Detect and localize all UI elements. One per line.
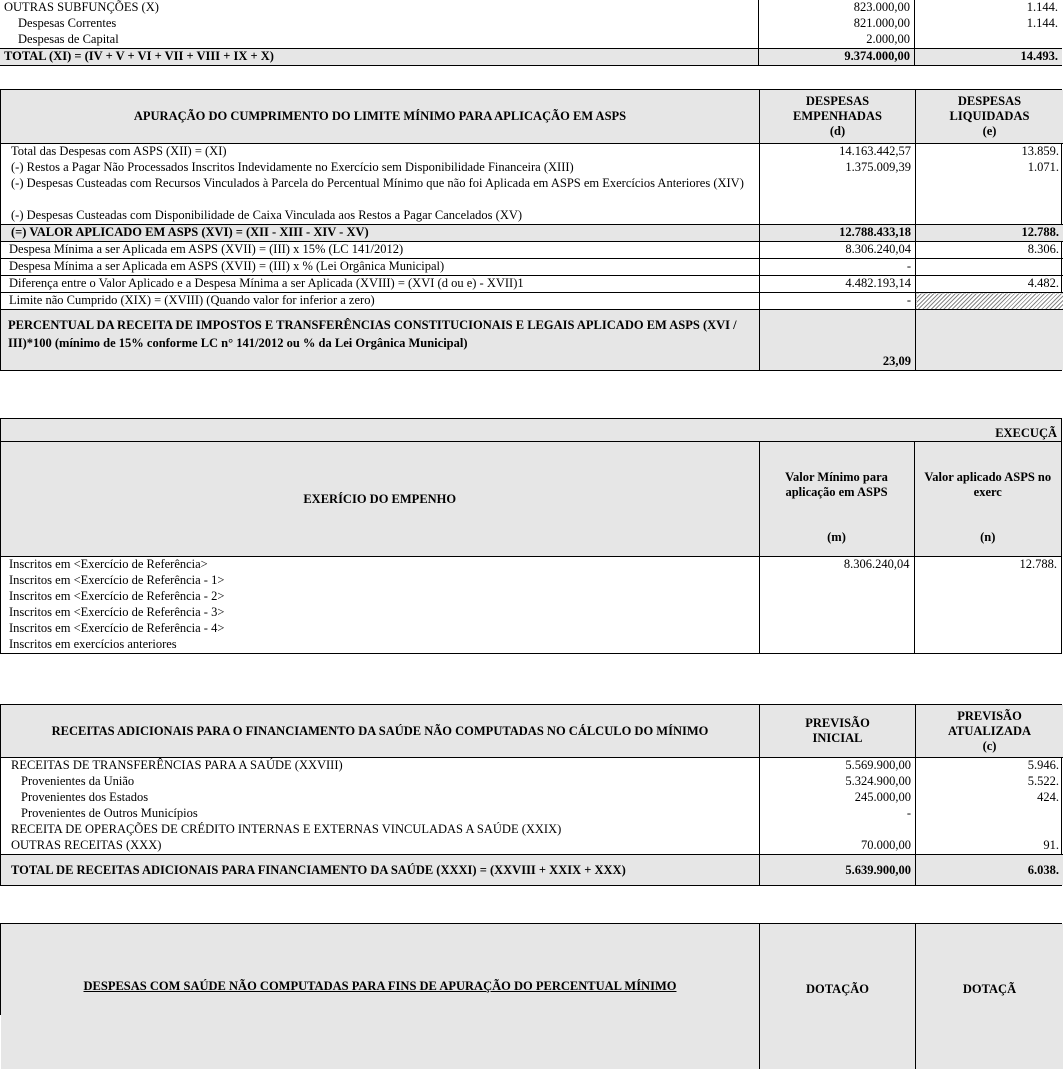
row-label: RECEITA DE OPERAÇÕES DE CRÉDITO INTERNAS E EXTERNAS VINCULADAS A SAÚDE (XXIX) xyxy=(1,822,760,838)
row-label: Inscritos em <Exercício de Referência - 4> xyxy=(1,621,759,637)
table-row xyxy=(1,259,1063,276)
value-2: 13.859. xyxy=(916,144,1063,161)
value-2: 4.482. xyxy=(916,276,1063,293)
row-label: Inscritos em <Exercício de Referência - 1> xyxy=(1,573,759,589)
valor-aplicado-row xyxy=(1,225,1063,242)
col-header-code: (e) xyxy=(920,124,1059,139)
row-label: Inscritos em <Exercício de Referência> xyxy=(1,557,759,574)
col-header-label: DESPESAS EMPENHADAS xyxy=(764,94,911,124)
table-row xyxy=(1,637,1061,653)
value-2 xyxy=(916,208,1063,225)
value-2: 1.071. xyxy=(916,160,1063,176)
table-row xyxy=(1,621,1061,637)
row-label: Despesas de Capital xyxy=(0,32,759,49)
value-2 xyxy=(915,32,1063,49)
table-row xyxy=(1,208,1063,225)
value-1 xyxy=(759,621,914,637)
row-label: Provenientes dos Estados xyxy=(1,790,760,806)
row-label: Inscritos em <Exercício de Referência - 2> xyxy=(1,589,759,605)
section-title: APURAÇÃO DO CUMPRIMENTO DO LIMITE MÍNIMO PARA APLICAÇÃO EM ASPS xyxy=(1,90,760,144)
value-1 xyxy=(760,822,916,838)
total-value-1: 5.639.900,00 xyxy=(760,855,916,886)
value-1: 2.000,00 xyxy=(759,32,915,49)
header-top-row xyxy=(1,419,1061,442)
col-header-minimo xyxy=(759,442,914,557)
table-row xyxy=(1,144,1063,161)
header-spacer xyxy=(759,419,914,442)
value-1: 823.000,00 xyxy=(759,0,915,16)
col-header-code: (n) xyxy=(919,530,1058,545)
row-label: Provenientes da União xyxy=(1,774,760,790)
total-label: TOTAL (XI) = (IV + V + VI + VII + VIII + IX + X) xyxy=(0,49,759,66)
value-1 xyxy=(759,573,914,589)
col-header-dotacao: DOTAÇÃO xyxy=(760,924,916,1069)
value-2 xyxy=(914,573,1061,589)
value-1: 1.375.009,39 xyxy=(760,160,916,176)
col-header-dotacao-2: DOTAÇÃ xyxy=(916,924,1063,1069)
value-2 xyxy=(914,637,1061,653)
row-label: Diferença entre o Valor Aplicado e a Despesa Mínima a ser Aplicada (XVIII) = (XVI (d ou e) - XVII)1 xyxy=(1,276,760,293)
col-header-label: Valor Mínimo para aplicação em ASPS xyxy=(764,470,910,500)
col-header-code: (d) xyxy=(764,124,911,139)
value-2 xyxy=(914,605,1061,621)
col-header-label: PREVISÃO ATUALIZADA xyxy=(920,709,1059,739)
table-row xyxy=(1,176,1063,208)
total-row xyxy=(1,855,1063,886)
row-label: (-) Restos a Pagar Não Processados Inscritos Indevidamente no Exercício sem Disponibilidade Financeira (XIII) xyxy=(1,160,760,176)
total-row xyxy=(0,49,1062,66)
total-value-1: 9.374.000,00 xyxy=(759,49,915,66)
value-2: 1.144. xyxy=(915,0,1063,16)
value-1: 5.569.900,00 xyxy=(760,758,916,775)
value-1: 8.306.240,04 xyxy=(759,557,914,574)
row-label: OUTRAS SUBFUNÇÕES (X) xyxy=(0,0,759,16)
valor-aplicado-2: 12.788. xyxy=(916,225,1063,242)
percentual-row xyxy=(1,310,1063,371)
section-subfuncoes xyxy=(0,0,1060,66)
value-1: - xyxy=(760,293,916,310)
total-value-2: 14.493. xyxy=(915,49,1063,66)
value-2: 8.306. xyxy=(916,242,1063,259)
value-2: 5.522. xyxy=(916,774,1063,790)
table-row xyxy=(1,589,1061,605)
table-row xyxy=(1,557,1061,574)
header-row xyxy=(1,90,1063,144)
col-header-label: Valor aplicado ASPS no exerc xyxy=(919,470,1058,500)
col-header-previsao-inicial xyxy=(760,705,916,758)
table-row xyxy=(1,838,1063,855)
table-row xyxy=(1,276,1063,293)
value-2: 12.788. xyxy=(914,557,1061,574)
row-label: Inscritos em exercícios anteriores xyxy=(1,637,759,653)
section-title: EXERÍCIO DO EMPENHO xyxy=(1,442,759,557)
table-row xyxy=(1,242,1063,259)
total-value-2: 6.038. xyxy=(916,855,1063,886)
percentual-value: 23,09 xyxy=(760,310,916,371)
value-1 xyxy=(760,176,916,208)
table-row xyxy=(0,16,1062,32)
row-label: Limite não Cumprido (XIX) = (XVIII) (Quando valor for inferior a zero) xyxy=(1,293,760,310)
value-2 xyxy=(914,589,1061,605)
section-exercicio-empenho xyxy=(0,418,1062,654)
table-row xyxy=(1,160,1063,176)
value-1: 8.306.240,04 xyxy=(760,242,916,259)
section-receitas-adicionais xyxy=(0,704,1062,886)
table-row xyxy=(1,293,1063,310)
value-2: 1.144. xyxy=(915,16,1063,32)
table-row xyxy=(1,605,1061,621)
value-1: - xyxy=(760,806,916,822)
row-label: Despesa Mínima a ser Aplicada em ASPS (XVII) = (III) x 15% (LC 141/2012) xyxy=(1,242,760,259)
table-row xyxy=(1,758,1063,775)
table-row xyxy=(1,806,1063,822)
hatched-cell xyxy=(916,293,1063,310)
header-row xyxy=(1,442,1061,557)
col-header-previsao-atualizada xyxy=(916,705,1063,758)
valor-aplicado-label: (=) VALOR APLICADO EM ASPS (XVI) = (XII - XIII - XIV - XV) xyxy=(1,225,760,242)
value-2: 5.946. xyxy=(916,758,1063,775)
value-1: - xyxy=(760,259,916,276)
col-header-aplicado xyxy=(914,442,1061,557)
percentual-label: PERCENTUAL DA RECEITA DE IMPOSTOS E TRANSFERÊNCIAS CONSTITUCIONAIS E LEGAIS APLICADO EM ASPS (XVI / III)*100 (mínimo de 15% conforme LC n° 141/2012 ou % da Lei Orgânica Municipal) xyxy=(1,310,760,371)
percentual-empty xyxy=(916,310,1063,371)
value-1: 821.000,00 xyxy=(759,16,915,32)
table-row xyxy=(1,774,1063,790)
row-label: Provenientes de Outros Municípios xyxy=(1,806,760,822)
col-header-empenhadas xyxy=(760,90,916,144)
section-despesas-nao-computadas xyxy=(0,923,1062,1015)
section-title: DESPESAS COM SAÚDE NÃO COMPUTADAS PARA FINS DE APURAÇÃO DO PERCENTUAL MÍNIMO xyxy=(1,924,760,1069)
value-1: 245.000,00 xyxy=(760,790,916,806)
table-row xyxy=(0,0,1062,16)
row-label: Inscritos em <Exercício de Referência - 3> xyxy=(1,605,759,621)
value-2 xyxy=(916,822,1063,838)
table-row xyxy=(1,790,1063,806)
value-1 xyxy=(759,589,914,605)
value-1: 5.324.900,00 xyxy=(760,774,916,790)
table-row xyxy=(0,32,1062,49)
row-label: (-) Despesas Custeadas com Disponibilidade de Caixa Vinculada aos Restos a Pagar Cancelados (XV) xyxy=(1,208,760,225)
header-spacer xyxy=(1,419,759,442)
col-header-code: (m) xyxy=(764,530,910,545)
header-row xyxy=(1,705,1063,758)
value-1: 70.000,00 xyxy=(760,838,916,855)
value-2: 91. xyxy=(916,838,1063,855)
row-label: Total das Despesas com ASPS (XII) = (XI) xyxy=(1,144,760,161)
row-label: Despesas Correntes xyxy=(0,16,759,32)
value-1 xyxy=(760,208,916,225)
value-2 xyxy=(916,259,1063,276)
table-row xyxy=(1,573,1061,589)
row-label: Despesa Mínima a ser Aplicada em ASPS (XVII) = (III) x % (Lei Orgânica Municipal) xyxy=(1,259,760,276)
value-1: 14.163.442,57 xyxy=(760,144,916,161)
row-label: RECEITAS DE TRANSFERÊNCIAS PARA A SAÚDE (XXVIII) xyxy=(1,758,760,775)
row-label: (-) Despesas Custeadas com Recursos Vinculados à Parcela do Percentual Mínimo que não foi Aplicada em ASPS em Exercícios Anteriores (XIV) xyxy=(1,176,760,208)
execucao-header: EXECUÇÃ xyxy=(914,419,1061,442)
table-row xyxy=(1,822,1063,838)
col-header-code: (c) xyxy=(920,739,1059,754)
value-1 xyxy=(759,637,914,653)
total-label: TOTAL DE RECEITAS ADICIONAIS PARA FINANCIAMENTO DA SAÚDE (XXXI) = (XXVIII + XXIX + XXX) xyxy=(1,855,760,886)
section-apuracao xyxy=(0,89,1062,371)
section-title: RECEITAS ADICIONAIS PARA O FINANCIAMENTO DA SAÚDE NÃO COMPUTADAS NO CÁLCULO DO MÍNIMO xyxy=(1,705,760,758)
value-1: 4.482.193,14 xyxy=(760,276,916,293)
col-header-label: DESPESAS LIQUIDADAS xyxy=(920,94,1059,124)
valor-aplicado-1: 12.788.433,18 xyxy=(760,225,916,242)
row-label: OUTRAS RECEITAS (XXX) xyxy=(1,838,760,855)
value-2 xyxy=(916,176,1063,208)
col-header-liquidadas xyxy=(916,90,1063,144)
header-row xyxy=(1,924,1063,1069)
col-header-label: PREVISÃO INICIAL xyxy=(764,716,911,746)
value-2: 424. xyxy=(916,790,1063,806)
value-2 xyxy=(916,806,1063,822)
value-1 xyxy=(759,605,914,621)
value-2 xyxy=(914,621,1061,637)
